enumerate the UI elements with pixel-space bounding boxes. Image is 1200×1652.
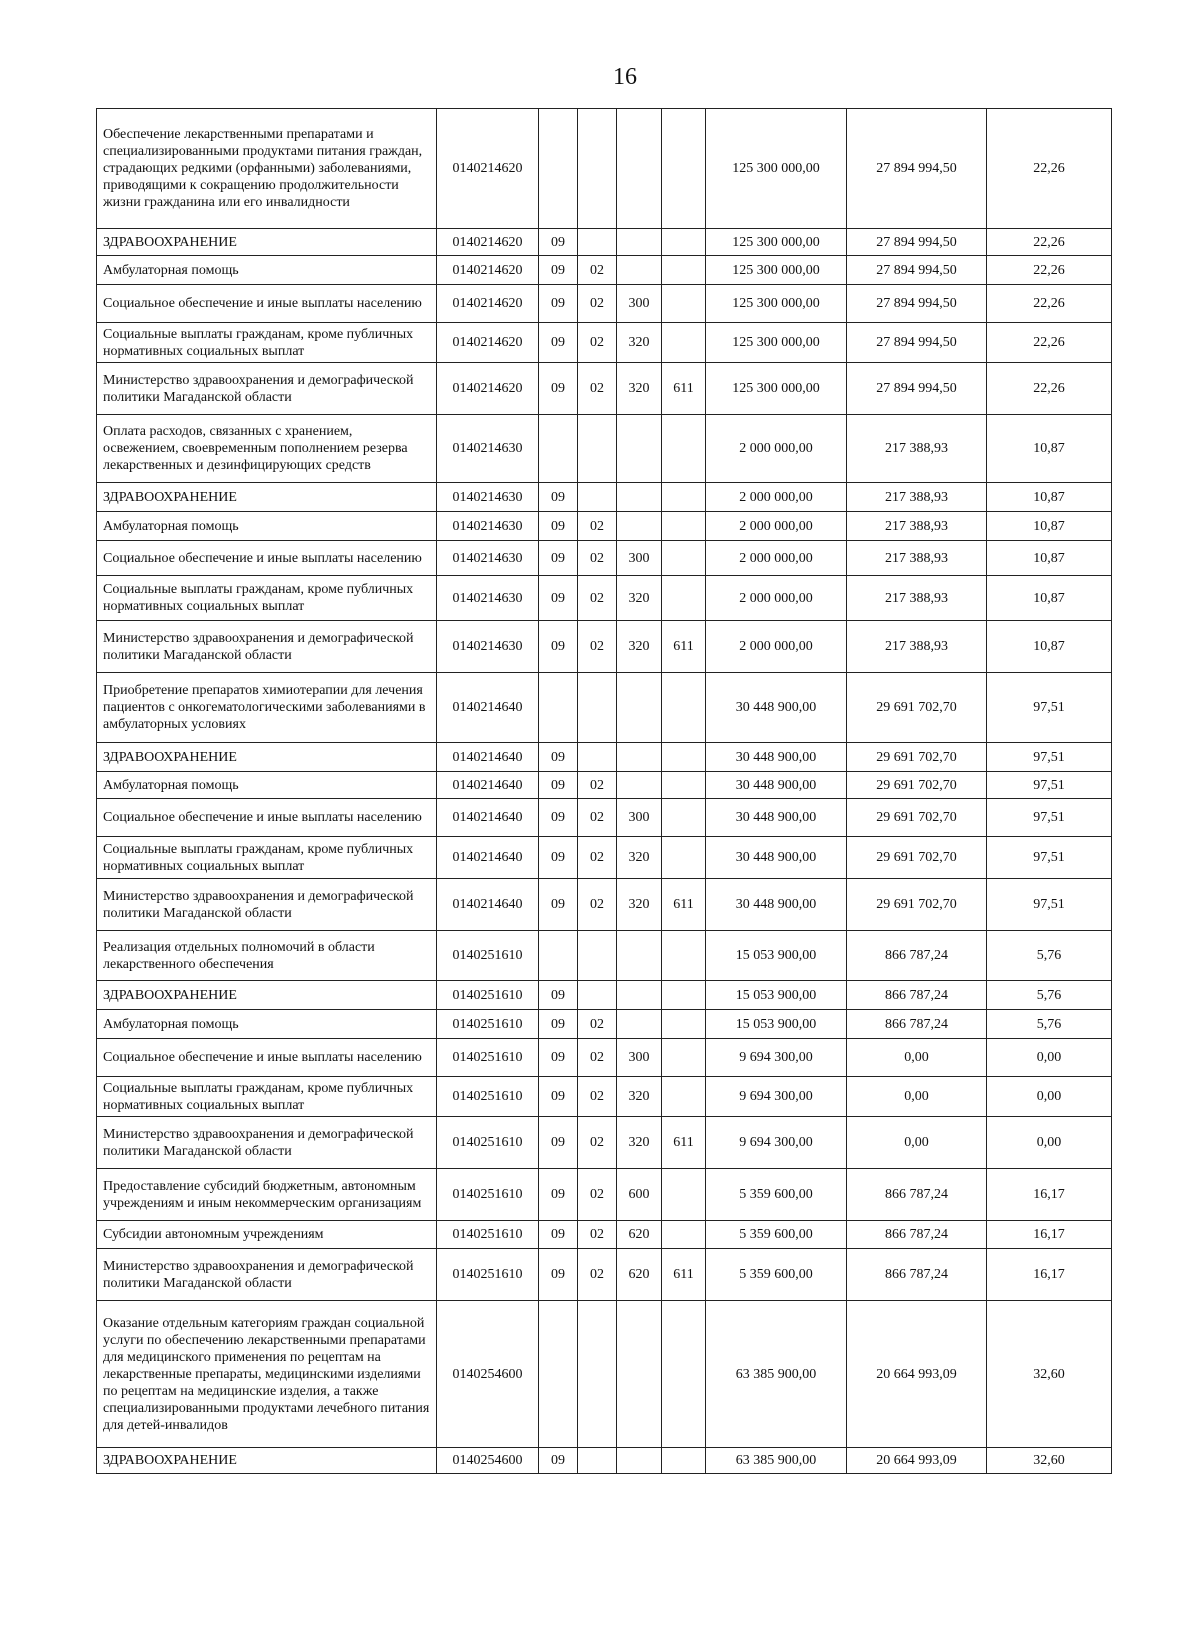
row-description: Социальное обеспечение и иные выплаты населению	[97, 1039, 437, 1077]
table-row	[97, 415, 1112, 483]
section-code: 09	[539, 285, 578, 323]
subsection-code	[578, 673, 617, 743]
row-description: Обеспечение лекарственными препаратами и специализированными продуктами питания граждан, страдающих редкими (орфанными) заболеваниями, приводящими к сокращению продолжительности жизни гражданина или его инвалидности	[97, 109, 437, 229]
target-article-code: 0140251610	[437, 1039, 539, 1077]
administrator-code	[662, 415, 706, 483]
table-row	[97, 1221, 1112, 1249]
execution-percent: 16,17	[987, 1221, 1112, 1249]
table-row	[97, 363, 1112, 415]
section-code: 09	[539, 1039, 578, 1077]
row-description: Реализация отдельных полномочий в области лекарственного обеспечения	[97, 931, 437, 981]
expense-type-code: 620	[617, 1221, 662, 1249]
subsection-code: 02	[578, 799, 617, 837]
target-article-code: 0140214640	[437, 772, 539, 799]
expense-type-code	[617, 1010, 662, 1039]
administrator-code	[662, 1448, 706, 1474]
executed-amount: 866 787,24	[847, 1010, 987, 1039]
expense-type-code	[617, 512, 662, 541]
section-code: 09	[539, 1117, 578, 1169]
table-row	[97, 576, 1112, 621]
administrator-code	[662, 109, 706, 229]
section-code	[539, 109, 578, 229]
expense-type-code	[617, 229, 662, 256]
target-article-code: 0140214640	[437, 673, 539, 743]
section-code: 09	[539, 512, 578, 541]
target-article-code: 0140214640	[437, 799, 539, 837]
row-description: Приобретение препаратов химиотерапии для лечения пациентов с онкогематологическими заболеваниями в амбулаторных условиях	[97, 673, 437, 743]
section-code: 09	[539, 1010, 578, 1039]
section-code: 09	[539, 256, 578, 285]
expense-type-code: 320	[617, 363, 662, 415]
planned-amount: 30 448 900,00	[706, 799, 847, 837]
administrator-code	[662, 1039, 706, 1077]
executed-amount: 27 894 994,50	[847, 363, 987, 415]
execution-percent: 32,60	[987, 1448, 1112, 1474]
row-description: Министерство здравоохранения и демографической политики Магаданской области	[97, 879, 437, 931]
administrator-code	[662, 981, 706, 1010]
executed-amount: 29 691 702,70	[847, 772, 987, 799]
section-code	[539, 931, 578, 981]
row-description: ЗДРАВООХРАНЕНИЕ	[97, 483, 437, 512]
table-row	[97, 931, 1112, 981]
section-code: 09	[539, 1249, 578, 1301]
section-code: 09	[539, 621, 578, 673]
row-description: ЗДРАВООХРАНЕНИЕ	[97, 743, 437, 772]
administrator-code	[662, 772, 706, 799]
target-article-code: 0140251610	[437, 1077, 539, 1117]
expense-type-code: 300	[617, 285, 662, 323]
administrator-code	[662, 931, 706, 981]
subsection-code: 02	[578, 1039, 617, 1077]
executed-amount: 217 388,93	[847, 483, 987, 512]
executed-amount: 0,00	[847, 1077, 987, 1117]
subsection-code: 02	[578, 256, 617, 285]
expense-type-code: 320	[617, 879, 662, 931]
executed-amount: 27 894 994,50	[847, 229, 987, 256]
executed-amount: 29 691 702,70	[847, 673, 987, 743]
row-description: Социальные выплаты гражданам, кроме публичных нормативных социальных выплат	[97, 323, 437, 363]
table-row	[97, 981, 1112, 1010]
target-article-code: 0140251610	[437, 931, 539, 981]
target-article-code: 0140251610	[437, 1010, 539, 1039]
planned-amount: 2 000 000,00	[706, 512, 847, 541]
target-article-code: 0140251610	[437, 1221, 539, 1249]
planned-amount: 30 448 900,00	[706, 879, 847, 931]
planned-amount: 63 385 900,00	[706, 1448, 847, 1474]
executed-amount: 866 787,24	[847, 1169, 987, 1221]
target-article-code: 0140214640	[437, 743, 539, 772]
executed-amount: 27 894 994,50	[847, 256, 987, 285]
execution-percent: 32,60	[987, 1301, 1112, 1448]
administrator-code	[662, 229, 706, 256]
subsection-code: 02	[578, 1169, 617, 1221]
subsection-code	[578, 743, 617, 772]
target-article-code: 0140214640	[437, 879, 539, 931]
row-description: Оплата расходов, связанных с хранением, освежением, своевременным пополнением резерва лекарственных и дезинфицирующих средств	[97, 415, 437, 483]
section-code: 09	[539, 799, 578, 837]
row-description: Социальное обеспечение и иные выплаты населению	[97, 799, 437, 837]
execution-percent: 16,17	[987, 1249, 1112, 1301]
administrator-code	[662, 1077, 706, 1117]
planned-amount: 5 359 600,00	[706, 1249, 847, 1301]
planned-amount: 30 448 900,00	[706, 837, 847, 879]
table-row	[97, 323, 1112, 363]
section-code	[539, 1301, 578, 1448]
target-article-code: 0140214630	[437, 483, 539, 512]
executed-amount: 20 664 993,09	[847, 1448, 987, 1474]
target-article-code: 0140214620	[437, 256, 539, 285]
planned-amount: 125 300 000,00	[706, 109, 847, 229]
subsection-code: 02	[578, 879, 617, 931]
planned-amount: 2 000 000,00	[706, 576, 847, 621]
expense-type-code	[617, 1448, 662, 1474]
executed-amount: 217 388,93	[847, 415, 987, 483]
expense-type-code	[617, 673, 662, 743]
subsection-code	[578, 109, 617, 229]
expense-type-code	[617, 1301, 662, 1448]
planned-amount: 30 448 900,00	[706, 772, 847, 799]
section-code: 09	[539, 837, 578, 879]
row-description: Оказание отдельным категориям граждан социальной услуги по обеспечению лекарственными препаратами для медицинского применения по рецептам на лекарственные препараты, медицинскими изделиями по рецептам на медицинские изделия, а также специализированными продуктами лечебного питания для детей-инвалидов	[97, 1301, 437, 1448]
administrator-code: 611	[662, 1249, 706, 1301]
table-row	[97, 229, 1112, 256]
row-description: Амбулаторная помощь	[97, 512, 437, 541]
target-article-code: 0140214630	[437, 621, 539, 673]
row-description: Социальное обеспечение и иные выплаты населению	[97, 285, 437, 323]
subsection-code: 02	[578, 363, 617, 415]
subsection-code	[578, 483, 617, 512]
budget-table	[96, 108, 1112, 1474]
planned-amount: 2 000 000,00	[706, 483, 847, 512]
expense-type-code	[617, 743, 662, 772]
execution-percent: 10,87	[987, 576, 1112, 621]
section-code: 09	[539, 363, 578, 415]
executed-amount: 29 691 702,70	[847, 879, 987, 931]
table-row	[97, 1077, 1112, 1117]
executed-amount: 27 894 994,50	[847, 323, 987, 363]
expense-type-code: 320	[617, 1117, 662, 1169]
expense-type-code	[617, 109, 662, 229]
execution-percent: 22,26	[987, 363, 1112, 415]
execution-percent: 0,00	[987, 1117, 1112, 1169]
execution-percent: 10,87	[987, 621, 1112, 673]
planned-amount: 2 000 000,00	[706, 621, 847, 673]
table-row	[97, 1039, 1112, 1077]
target-article-code: 0140214620	[437, 363, 539, 415]
execution-percent: 97,51	[987, 673, 1112, 743]
planned-amount: 30 448 900,00	[706, 673, 847, 743]
execution-percent: 5,76	[987, 931, 1112, 981]
execution-percent: 97,51	[987, 837, 1112, 879]
executed-amount: 0,00	[847, 1039, 987, 1077]
administrator-code	[662, 256, 706, 285]
section-code: 09	[539, 1221, 578, 1249]
administrator-code	[662, 512, 706, 541]
row-description: Социальные выплаты гражданам, кроме публичных нормативных социальных выплат	[97, 837, 437, 879]
table-row	[97, 1301, 1112, 1448]
administrator-code	[662, 799, 706, 837]
section-code	[539, 673, 578, 743]
executed-amount: 20 664 993,09	[847, 1301, 987, 1448]
executed-amount: 866 787,24	[847, 981, 987, 1010]
planned-amount: 15 053 900,00	[706, 1010, 847, 1039]
administrator-code	[662, 743, 706, 772]
target-article-code: 0140214630	[437, 576, 539, 621]
table-row	[97, 1010, 1112, 1039]
expense-type-code: 320	[617, 837, 662, 879]
table-row	[97, 772, 1112, 799]
subsection-code: 02	[578, 1249, 617, 1301]
row-description: Министерство здравоохранения и демографической политики Магаданской области	[97, 1249, 437, 1301]
administrator-code	[662, 483, 706, 512]
target-article-code: 0140214630	[437, 541, 539, 576]
executed-amount: 217 388,93	[847, 621, 987, 673]
target-article-code: 0140251610	[437, 981, 539, 1010]
table-row	[97, 799, 1112, 837]
table-row	[97, 743, 1112, 772]
table-row	[97, 621, 1112, 673]
subsection-code: 02	[578, 512, 617, 541]
subsection-code: 02	[578, 837, 617, 879]
executed-amount: 217 388,93	[847, 541, 987, 576]
expense-type-code	[617, 415, 662, 483]
execution-percent: 10,87	[987, 541, 1112, 576]
execution-percent: 10,87	[987, 483, 1112, 512]
target-article-code: 0140214630	[437, 415, 539, 483]
expense-type-code	[617, 981, 662, 1010]
target-article-code: 0140251610	[437, 1249, 539, 1301]
table-row	[97, 256, 1112, 285]
subsection-code	[578, 415, 617, 483]
section-code: 09	[539, 229, 578, 256]
executed-amount: 217 388,93	[847, 576, 987, 621]
target-article-code: 0140254600	[437, 1301, 539, 1448]
row-description: Амбулаторная помощь	[97, 772, 437, 799]
target-article-code: 0140251610	[437, 1117, 539, 1169]
execution-percent: 97,51	[987, 799, 1112, 837]
execution-percent: 0,00	[987, 1039, 1112, 1077]
expense-type-code: 300	[617, 541, 662, 576]
table-row	[97, 673, 1112, 743]
administrator-code	[662, 541, 706, 576]
section-code: 09	[539, 1169, 578, 1221]
target-article-code: 0140214630	[437, 512, 539, 541]
section-code: 09	[539, 576, 578, 621]
execution-percent: 16,17	[987, 1169, 1112, 1221]
row-description: Амбулаторная помощь	[97, 256, 437, 285]
execution-percent: 22,26	[987, 285, 1112, 323]
subsection-code: 02	[578, 621, 617, 673]
section-code: 09	[539, 879, 578, 931]
page-number: 16	[613, 64, 637, 90]
subsection-code: 02	[578, 1077, 617, 1117]
target-article-code: 0140214620	[437, 229, 539, 256]
expense-type-code: 320	[617, 621, 662, 673]
administrator-code: 611	[662, 363, 706, 415]
subsection-code: 02	[578, 772, 617, 799]
execution-percent: 22,26	[987, 256, 1112, 285]
table-row	[97, 1249, 1112, 1301]
executed-amount: 29 691 702,70	[847, 799, 987, 837]
expense-type-code: 300	[617, 1039, 662, 1077]
row-description: Министерство здравоохранения и демографической политики Магаданской области	[97, 1117, 437, 1169]
row-description: ЗДРАВООХРАНЕНИЕ	[97, 229, 437, 256]
section-code: 09	[539, 1077, 578, 1117]
table-row	[97, 1169, 1112, 1221]
executed-amount: 0,00	[847, 1117, 987, 1169]
planned-amount: 5 359 600,00	[706, 1169, 847, 1221]
executed-amount: 29 691 702,70	[847, 837, 987, 879]
executed-amount: 217 388,93	[847, 512, 987, 541]
planned-amount: 2 000 000,00	[706, 415, 847, 483]
execution-percent: 0,00	[987, 1077, 1112, 1117]
row-description: Социальное обеспечение и иные выплаты населению	[97, 541, 437, 576]
execution-percent: 22,26	[987, 229, 1112, 256]
planned-amount: 125 300 000,00	[706, 363, 847, 415]
executed-amount: 27 894 994,50	[847, 285, 987, 323]
row-description: ЗДРАВООХРАНЕНИЕ	[97, 1448, 437, 1474]
expense-type-code: 600	[617, 1169, 662, 1221]
section-code: 09	[539, 981, 578, 1010]
expense-type-code: 300	[617, 799, 662, 837]
administrator-code	[662, 837, 706, 879]
subsection-code: 02	[578, 1117, 617, 1169]
execution-percent: 5,76	[987, 1010, 1112, 1039]
row-description: Министерство здравоохранения и демографической политики Магаданской области	[97, 621, 437, 673]
expense-type-code	[617, 483, 662, 512]
section-code: 09	[539, 743, 578, 772]
executed-amount: 866 787,24	[847, 931, 987, 981]
subsection-code: 02	[578, 541, 617, 576]
table-row	[97, 285, 1112, 323]
expense-type-code	[617, 772, 662, 799]
row-description: Амбулаторная помощь	[97, 1010, 437, 1039]
planned-amount: 2 000 000,00	[706, 541, 847, 576]
table-row	[97, 1117, 1112, 1169]
target-article-code: 0140254600	[437, 1448, 539, 1474]
execution-percent: 97,51	[987, 743, 1112, 772]
table-row	[97, 1448, 1112, 1474]
administrator-code	[662, 1169, 706, 1221]
target-article-code: 0140251610	[437, 1169, 539, 1221]
administrator-code	[662, 1221, 706, 1249]
table-row	[97, 879, 1112, 931]
subsection-code	[578, 1301, 617, 1448]
row-description: Социальные выплаты гражданам, кроме публичных нормативных социальных выплат	[97, 1077, 437, 1117]
target-article-code: 0140214620	[437, 109, 539, 229]
table-row	[97, 483, 1112, 512]
table-row	[97, 541, 1112, 576]
administrator-code	[662, 576, 706, 621]
expense-type-code	[617, 256, 662, 285]
administrator-code	[662, 323, 706, 363]
section-code: 09	[539, 483, 578, 512]
executed-amount: 866 787,24	[847, 1249, 987, 1301]
subsection-code	[578, 931, 617, 981]
target-article-code: 0140214620	[437, 323, 539, 363]
section-code: 09	[539, 772, 578, 799]
administrator-code: 611	[662, 879, 706, 931]
table-row	[97, 109, 1112, 229]
row-description: Предоставление субсидий бюджетным, автономным учреждениям и иным некоммерческим организациям	[97, 1169, 437, 1221]
planned-amount: 30 448 900,00	[706, 743, 847, 772]
administrator-code: 611	[662, 1117, 706, 1169]
planned-amount: 125 300 000,00	[706, 285, 847, 323]
executed-amount: 27 894 994,50	[847, 109, 987, 229]
planned-amount: 9 694 300,00	[706, 1039, 847, 1077]
execution-percent: 5,76	[987, 981, 1112, 1010]
subsection-code: 02	[578, 576, 617, 621]
planned-amount: 63 385 900,00	[706, 1301, 847, 1448]
table-row	[97, 512, 1112, 541]
subsection-code: 02	[578, 1221, 617, 1249]
planned-amount: 125 300 000,00	[706, 323, 847, 363]
execution-percent: 22,26	[987, 109, 1112, 229]
administrator-code	[662, 285, 706, 323]
expense-type-code	[617, 931, 662, 981]
executed-amount: 866 787,24	[847, 1221, 987, 1249]
section-code: 09	[539, 323, 578, 363]
planned-amount: 9 694 300,00	[706, 1117, 847, 1169]
expense-type-code: 620	[617, 1249, 662, 1301]
planned-amount: 15 053 900,00	[706, 981, 847, 1010]
planned-amount: 15 053 900,00	[706, 931, 847, 981]
row-description: Социальные выплаты гражданам, кроме публичных нормативных социальных выплат	[97, 576, 437, 621]
table-row	[97, 837, 1112, 879]
expense-type-code: 320	[617, 323, 662, 363]
subsection-code	[578, 1448, 617, 1474]
section-code: 09	[539, 1448, 578, 1474]
target-article-code: 0140214620	[437, 285, 539, 323]
expense-type-code: 320	[617, 1077, 662, 1117]
subsection-code	[578, 981, 617, 1010]
planned-amount: 125 300 000,00	[706, 256, 847, 285]
execution-percent: 97,51	[987, 879, 1112, 931]
planned-amount: 9 694 300,00	[706, 1077, 847, 1117]
executed-amount: 29 691 702,70	[847, 743, 987, 772]
row-description: ЗДРАВООХРАНЕНИЕ	[97, 981, 437, 1010]
row-description: Министерство здравоохранения и демографической политики Магаданской области	[97, 363, 437, 415]
target-article-code: 0140214640	[437, 837, 539, 879]
planned-amount: 5 359 600,00	[706, 1221, 847, 1249]
subsection-code: 02	[578, 285, 617, 323]
planned-amount: 125 300 000,00	[706, 229, 847, 256]
subsection-code: 02	[578, 1010, 617, 1039]
execution-percent: 97,51	[987, 772, 1112, 799]
execution-percent: 10,87	[987, 415, 1112, 483]
section-code: 09	[539, 541, 578, 576]
administrator-code	[662, 1301, 706, 1448]
subsection-code: 02	[578, 323, 617, 363]
administrator-code	[662, 1010, 706, 1039]
subsection-code	[578, 229, 617, 256]
administrator-code	[662, 673, 706, 743]
administrator-code: 611	[662, 621, 706, 673]
section-code	[539, 415, 578, 483]
row-description: Субсидии автономным учреждениям	[97, 1221, 437, 1249]
execution-percent: 10,87	[987, 512, 1112, 541]
expense-type-code: 320	[617, 576, 662, 621]
execution-percent: 22,26	[987, 323, 1112, 363]
